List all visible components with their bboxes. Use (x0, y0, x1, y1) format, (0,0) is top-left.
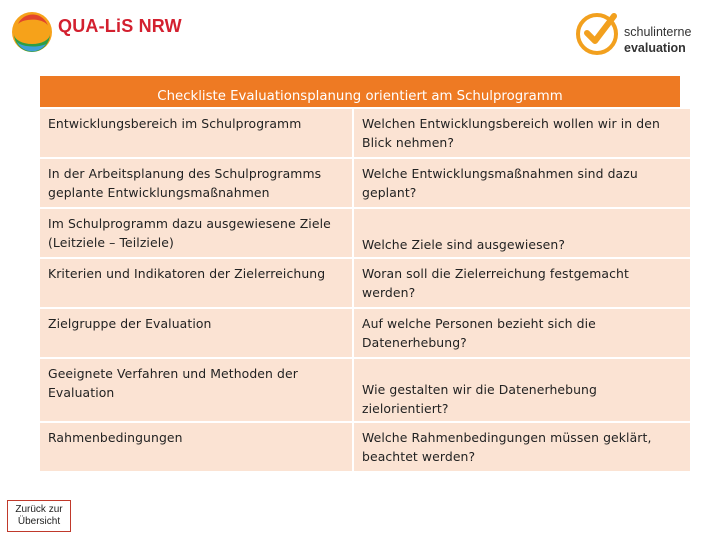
row-topic: Zielgruppe der Evaluation (40, 307, 354, 357)
row-question: Woran soll die Zielerreichung festgemacht werden? (354, 257, 690, 307)
qualis-brand-text: QUA-LiS NRW (58, 16, 182, 36)
table-row (40, 207, 690, 257)
checklist-table (40, 76, 680, 471)
row-topic: Geeignete Verfahren und Methoden der Evaluation (40, 357, 354, 421)
table-row (40, 107, 690, 157)
row-question: Wie gestalten wir die Datenerhebung zielorientiert? (354, 357, 690, 421)
table-row (40, 307, 690, 357)
table-row (40, 257, 690, 307)
logo-text-line1: schulinterne (624, 25, 692, 39)
row-topic: Rahmenbedingungen (40, 421, 354, 471)
back-to-overview-button[interactable]: Zurück zur Übersicht (7, 500, 71, 532)
row-topic: Kriterien und Indikatoren der Zielerreichung (40, 257, 354, 307)
row-question: Welche Entwicklungsmaßnahmen sind dazu geplant? (354, 157, 690, 207)
row-topic: Entwicklungsbereich im Schulprogramm (40, 107, 354, 157)
row-topic: In der Arbeitsplanung des Schulprogramms geplante Entwicklungsmaßnahmen (40, 157, 354, 207)
table-row (40, 357, 690, 421)
logo-text-line2: evaluation (624, 41, 686, 55)
table-row (40, 421, 690, 471)
table-row (40, 157, 690, 207)
qualis-logo (10, 8, 182, 54)
schulinterne-evaluation-logo (574, 10, 714, 60)
row-question: Auf welche Personen bezieht sich die Datenerhebung? (354, 307, 690, 357)
row-question: Welche Rahmenbedingungen müssen geklärt, beachtet werden? (354, 421, 690, 471)
row-question: Welche Ziele sind ausgewiesen? (354, 207, 690, 257)
qualis-swirl-icon (10, 10, 54, 54)
row-question: Welchen Entwicklungsbereich wollen wir in den Blick nehmen? (354, 107, 690, 157)
table-title: Checkliste Evaluationsplanung orientiert am Schulprogramm (40, 76, 680, 107)
row-topic: Im Schulprogramm dazu ausgewiesene Ziele (Leitziele – Teilziele) (40, 207, 354, 257)
checkmark-circle-icon (574, 10, 620, 56)
